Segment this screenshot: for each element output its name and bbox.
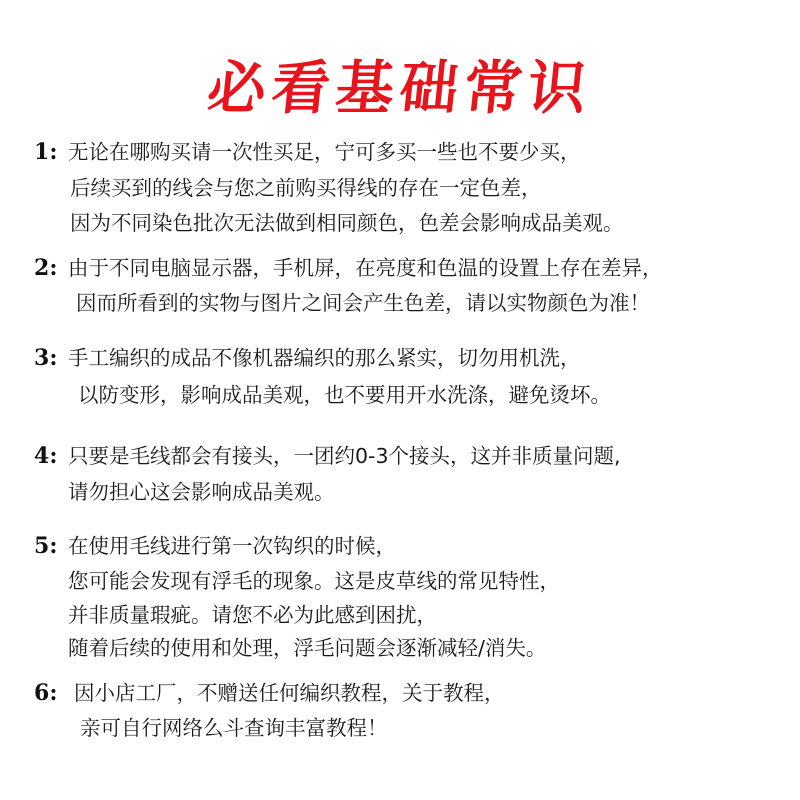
- item-line: 在使用毛线进行第一次钩织的时候，: [68, 534, 396, 558]
- item-line: 亲可自行网络么斗查询丰富教程！: [80, 716, 388, 740]
- item-line: 因而所看到的实物与图片之间会产生色差，请以实物颜色为准！: [76, 291, 650, 315]
- item-number: 4:: [34, 443, 58, 469]
- item-number: 5:: [34, 533, 58, 559]
- item-line: 因为不同染色批次无法做到相同颜色，色差会影响成品美观。: [70, 211, 624, 235]
- item-line: 手工编织的成品不像机器编织的那么紧实，切勿用机洗，: [68, 346, 581, 370]
- item-line: 无论在哪购买请一次性买足，宁可多买一些也不要少买，: [68, 140, 581, 164]
- item-line: 并非质量瑕疵。请您不必为此感到困扰，: [68, 603, 437, 627]
- item-line: 请勿担心这会影响成品美观。: [68, 480, 335, 504]
- item-number: 2:: [34, 255, 58, 281]
- item-number: 3:: [34, 345, 58, 371]
- item-line: 只要是毛线都会有接头，一团约0-3个接头，这并非质量问题,: [68, 444, 621, 468]
- item-line: 由于不同电脑显示器，手机屏，在亮度和色温的设置上存在差异，: [68, 256, 663, 280]
- page-title: 必看基础常识: [204, 54, 596, 122]
- item-number: 1:: [34, 139, 58, 165]
- item-line: 后续买到的线会与您之前购买得线的存在一定色差，: [70, 176, 542, 200]
- item-line: 以防变形，影响成品美观，也不要用开水洗涤，避免烫坏。: [78, 383, 611, 407]
- item-line: 您可能会发现有浮毛的现象。这是皮草线的常见特性，: [68, 569, 560, 593]
- item-line: 因小店工厂，不赠送任何编织教程，关于教程，: [74, 681, 505, 705]
- item-line: 随着后续的使用和处理，浮毛问题会逐渐减轻/消失。: [68, 636, 547, 660]
- item-number: 6:: [34, 680, 58, 706]
